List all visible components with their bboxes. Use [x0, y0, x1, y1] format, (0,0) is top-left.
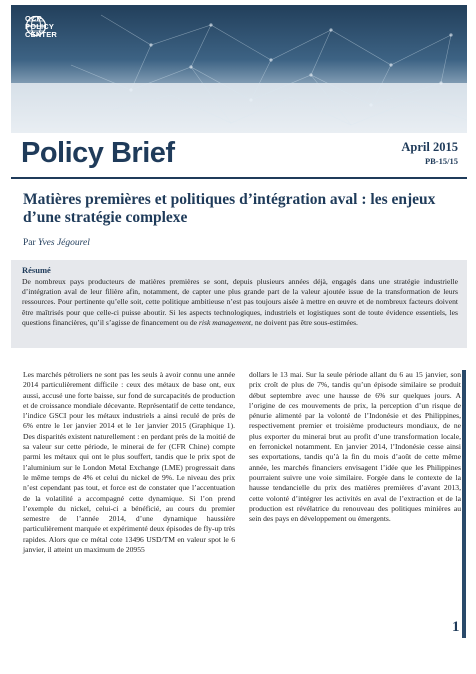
publication-code: PB-15/15: [424, 156, 458, 166]
brand-line: OCP: [25, 14, 42, 23]
brand-logo: [25, 15, 57, 39]
document-type-title: Policy Brief: [21, 137, 175, 169]
publication-info: [401, 140, 458, 166]
banner-network-pattern: [11, 5, 467, 133]
abstract-text-part: ne doivent pas être sous-estimées.: [252, 317, 358, 327]
body-column-left: Les marchés pétroliers ne sont pas les seuls à avoir connu une année 2014 particulièrement difficile : ceux des métaux de base ont, eux aussi, accusé une forte baisse, sur fond de surcapacités de production et de croissance mondiale décevante. Représentatif de cette tendance, l’indice GSCI pour les métaux industriels a ainsi reculé de près de 6% entre le 1er janvier 2014 et le 1er janvier 2015 (Graphique 1). Des disparités existent naturellement : en perdant près de la moitié de sa valeur sur cette période, le minerai de fer (CFR Chine) compte parmi les métaux qui ont le plus souffert, tandis que le prix spot de l’aluminium sur le London Metal Exchange (LME) progressait dans le même temps de 4% et celui du nickel de 9%. Le niveau des prix n’est cependant pas tout, et force est de constater que l’accentuation de la volatilité a accompagné cette dynamique. Si l’on prend l’exemple du nickel, celui-ci a bénéficié, au cours du premier semestre de l’année 2014, d’une dynamique haussière particulièrement marquée et expérimenté deux épisodes de fly-up très rapides. Alors que ce métal cote 13496 USD/TM en valeur spot le 6 janvier, il atteint un maximum de 20955: [23, 370, 235, 555]
brand-line: POLICY: [25, 22, 55, 31]
byline-prefix: Par: [23, 238, 39, 248]
abstract-label: Résumé: [22, 265, 51, 275]
article-headline: Matières premières et politiques d’intégration aval : les enjeux d’une stratégie complexe: [23, 191, 436, 226]
header-banner: [11, 5, 467, 133]
page-edge-bar: [462, 370, 466, 638]
byline: [23, 238, 90, 248]
abstract-text: [22, 277, 458, 328]
abstract-text-emphasis: risk management,: [198, 317, 253, 327]
body-column-right: dollars le 13 mai. Sur la seule période allant du 6 au 15 janvier, son prix croît de plus de 7%, tandis qu’un épisode similaire se produit début septembre avec une hausse de 6% sur quelques jours. A l’origine de ces mouvements de prix, la perception d’un risque de pénurie alimenté par la volonté de l’Indonésie et des Philippines, respectivement premier et troisième producteurs mondiaux, de ne plus exporter du minerai brut au profit d’une transformation locale, en ferronickel notamment. En janvier 2014, l’Indonésie cesse ainsi ses exportations, tandis qu’à la fin du mois d’août de cette même année, les marchés financiers envisagent l’idée que les Philippines pourraient suivre une voie similaire. Forgée dans le contexte de la hausse tendancielle du prix des matières premières d’avant 2013, cette volonté d’intégrer les activités en aval de l’extraction et de la production est révélatrice du renouveau des politiques minières au sein des pays en développement ou émergents.: [249, 370, 461, 524]
globe-grid-icon: [25, 15, 47, 37]
brand-line: CENTER: [25, 30, 58, 39]
page-number: 1: [452, 619, 460, 635]
abstract-box: [11, 260, 467, 348]
publication-date: April 2015: [401, 140, 458, 154]
abstract-text-part: De nombreux pays producteurs de matières premières se sont, depuis plusieurs années déjà, engagés dans une stratégie industrielle d’intégration aval de leur filière afin, notamment, de capter une plus grande part de la valeur ajoutée issue de la transformation de leurs ressources. Pour pertinente qu’elle soit, cette politique ambitieuse n’est pas toujours aisée à mettre en œuvre et de nombreux facteurs doivent être maîtrisés pour que celle-ci puisse aboutir. Si les aspects technologiques, industriels et logistiques sont de toute évidence essentiels, les questions financières, qu’il s’agisse de financement ou de: [22, 277, 458, 327]
author-name: Yves Jégourel: [38, 238, 90, 248]
title-divider: [11, 177, 467, 179]
